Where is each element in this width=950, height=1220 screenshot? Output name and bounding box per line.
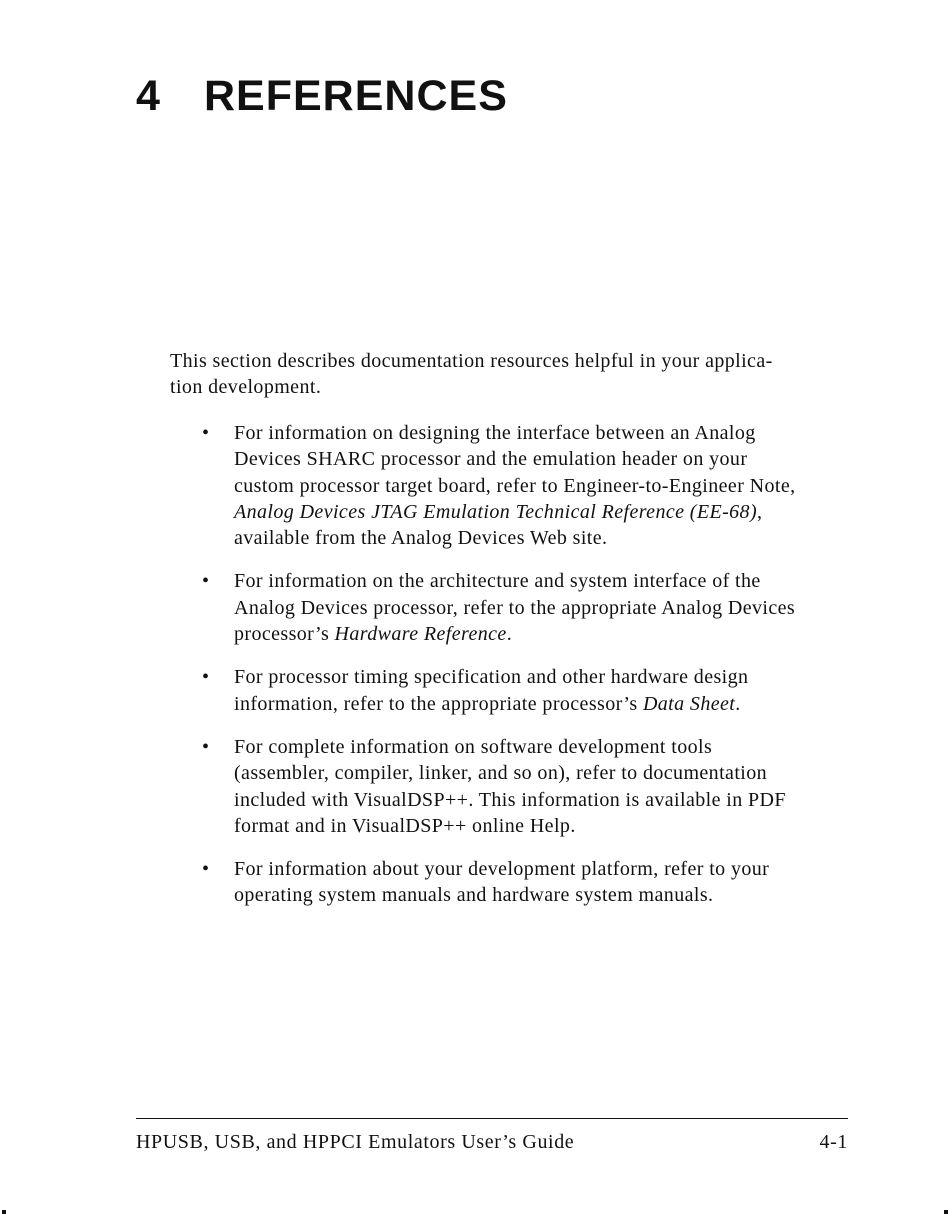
- item-text: information, refer to the appropriate processor’s: [234, 692, 643, 715]
- item-text: ,: [757, 500, 763, 523]
- item-text: (assembler, compiler, linker, and so on), refer to documentation: [234, 762, 768, 785]
- item-text: For processor timing specification and other hardware design: [234, 666, 749, 689]
- item-text: available from the Analog Devices Web site.: [234, 527, 608, 550]
- item-text: .: [506, 623, 513, 646]
- item-text: Devices SHARC processor and the emulation header on your: [234, 448, 748, 471]
- item-text: operating system manuals and hardware system manuals.: [234, 884, 714, 907]
- item-text: format and in VisualDSP++ online Help.: [234, 814, 576, 837]
- footer-book-title: HPUSB, USB, and HPPCI Emulators User’s Guide: [136, 1131, 575, 1153]
- bullet-icon: •: [202, 858, 210, 881]
- intro-line-1: This section describes documentation resources helpful in your applica-: [170, 350, 773, 372]
- footer-divider: [136, 1118, 848, 1119]
- item-text: .: [735, 692, 741, 715]
- list-item: [170, 664, 850, 717]
- item-text: Analog Devices processor, refer to the appropriate Analog Devices: [234, 596, 796, 619]
- chapter-title-text: REFERENCES: [204, 72, 508, 120]
- item-text: processor’s: [234, 623, 335, 646]
- chapter-number: 4: [136, 72, 161, 120]
- item-text: included with VisualDSP++. This information is available in PDF: [234, 788, 786, 811]
- doc-reference: Analog Devices JTAG Emulation Technical Reference (EE-68): [234, 500, 758, 523]
- bullet-icon: •: [202, 422, 210, 444]
- scan-mark-left: [2, 1210, 6, 1214]
- item-text: For information on designing the interface between an Analog: [234, 422, 756, 444]
- list-item: [170, 856, 850, 909]
- references-list: [170, 420, 850, 926]
- doc-reference: Hardware Reference: [334, 623, 507, 646]
- bullet-icon: •: [202, 570, 210, 593]
- item-text: For complete information on software development tools: [234, 735, 713, 758]
- intro-paragraph: [170, 348, 832, 400]
- item-text: For information about your development platform, refer to your: [234, 858, 770, 881]
- doc-reference: Data Sheet: [642, 692, 736, 715]
- bullet-icon: •: [202, 666, 210, 689]
- list-item: [170, 568, 850, 647]
- item-text: custom processor target board, refer to Engineer-to-Engineer Note,: [234, 474, 796, 497]
- list-item: [170, 734, 850, 839]
- scan-mark-right: [944, 1210, 948, 1214]
- bullet-icon: •: [202, 735, 210, 758]
- intro-line-2: tion development.: [170, 376, 322, 398]
- footer-page-number: 4-1: [819, 1131, 848, 1153]
- list-item: [170, 420, 850, 551]
- chapter-title: [136, 72, 508, 121]
- item-text: For information on the architecture and system interface of the: [234, 570, 761, 593]
